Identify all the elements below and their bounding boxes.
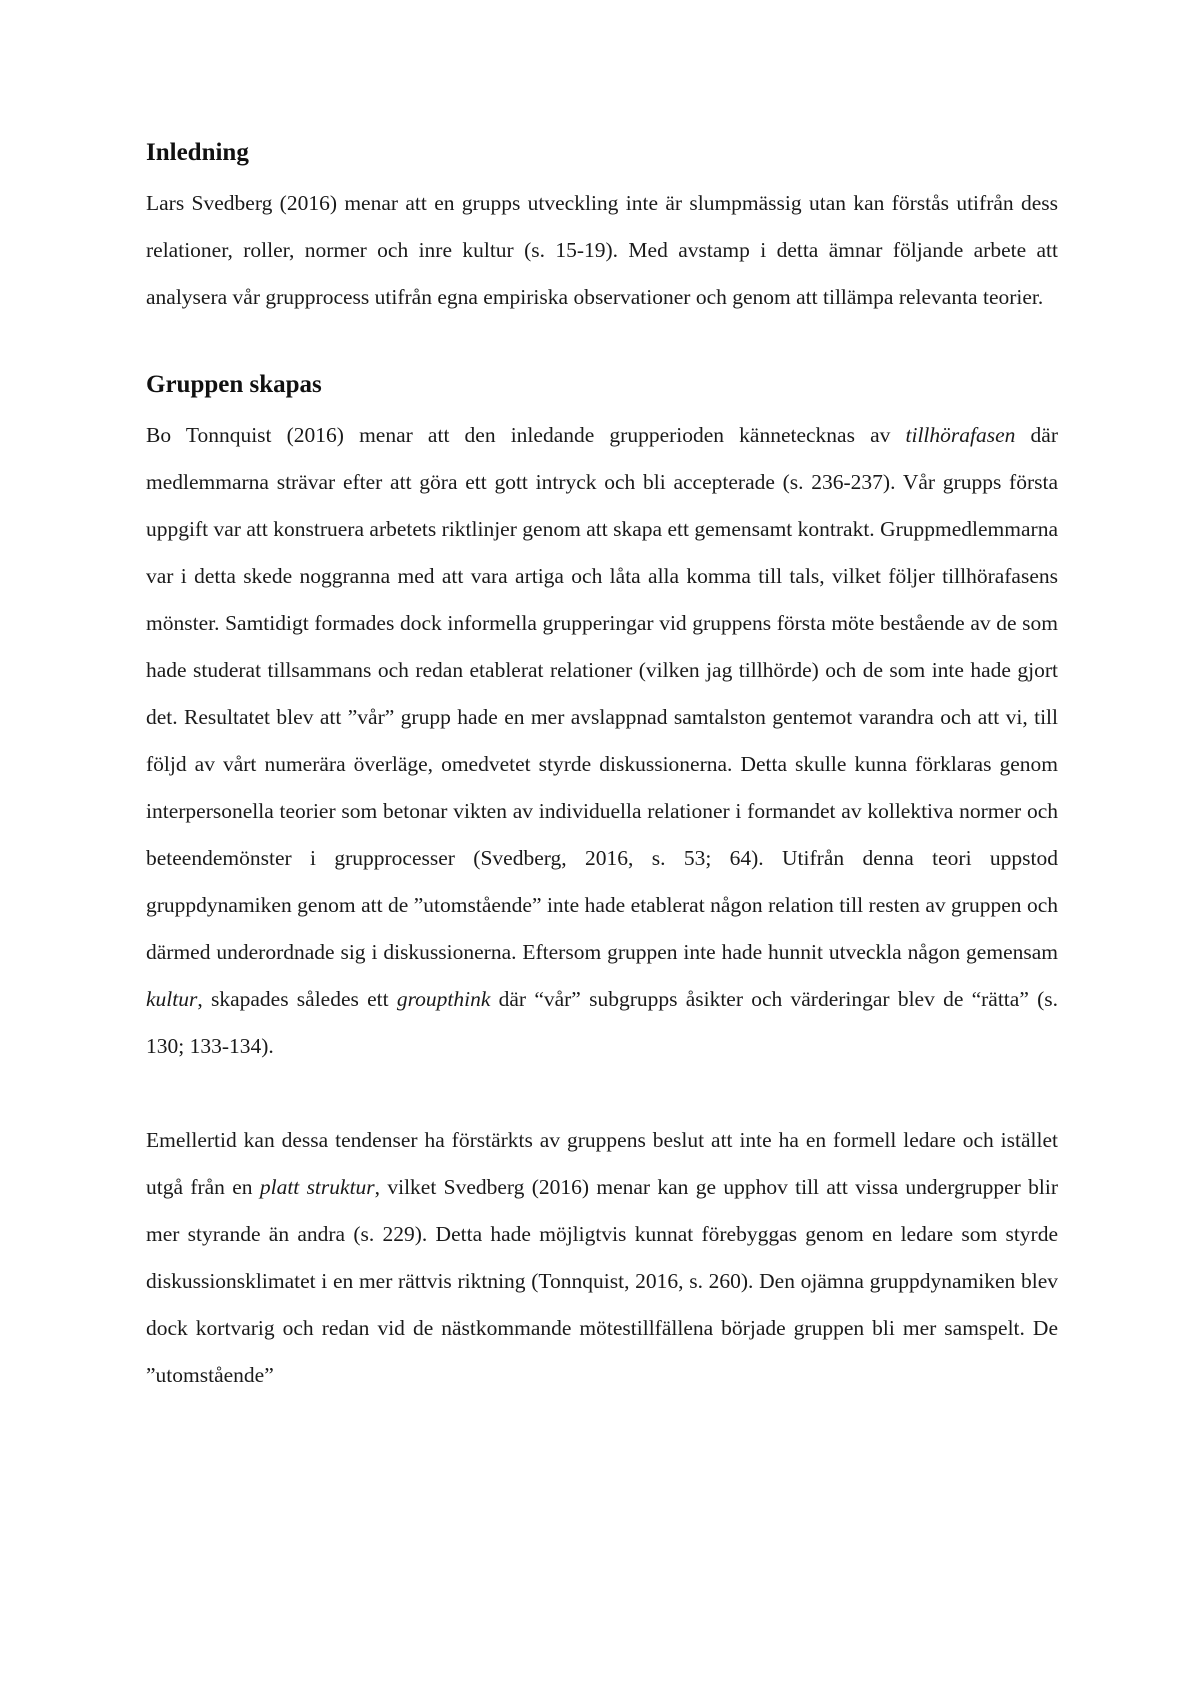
paragraph-gruppen-skapas-2 [146,1117,1058,1399]
paragraph-spacer [146,1070,1058,1117]
text-segment: där medlemmarna strävar efter att göra ett gott intryck och bli accepterade (s. 236-237). Vår grupps första uppgift var att konstruera arbetets riktlinjer genom att skapa ett gemensamt kontrakt. Gruppmedlemmarna var i detta skede noggranna med att vara artiga och låta alla komma till tals, vilket följer tillhörafasens mönster. Samtidigt formades dock informella grupperingar vid gruppens första möte bestående av de som hade studerat tillsammans och redan etablerat relationer (vilken jag tillhörde) och de som inte hade gjort det. Resultatet blev att ”vår” grupp hade en mer avslappnad samtalston gentemot varandra och att vi, till följd av vårt numerära överläge, omedvetet styrde diskussionerna. Detta skulle kunna förklaras genom interpersonella teorier som betonar vikten av individuella relationer i formandet av kollektiva normer och beteendemönster i grupprocesser (Svedberg, 2016, s. 53; 64). Utifrån denna teori uppstod gruppdynamiken genom att de ”utomstående” inte hade etablerat någon relation till resten av gruppen och därmed underordnade sig i diskussionerna. Eftersom gruppen inte hade hunnit utveckla någon gemensam [146,423,1058,964]
heading-gruppen-skapas: Gruppen skapas [146,371,322,398]
text-segment: Lars Svedberg (2016) menar att en grupps utveckling inte är slumpmässig utan kan förstås utifrån dess relationer, roller, normer och inre kultur (s. 15-19). Med avstamp i detta ämnar följande arbete att analysera vår grupprocess utifrån egna empiriska observationer och genom att tillämpa relevanta teorier. [146,191,1058,309]
text-segment: där “vår” subgrupps åsikter och värderingar blev de “rätta” (s. 130; 133-134). [146,987,1058,1058]
text-segment: , vilket Svedberg (2016) menar kan ge upphov till att vissa undergrupper blir mer styrande än andra (s. 229). Detta hade möjligtvis kunnat förebyggas genom en ledare som styrde diskussionsklimatet i en mer rättvis riktning (Tonnquist, 2016, s. 260). Den ojämna gruppdynamiken blev dock kortvarig och redan vid de nästkommande mötestillfällena började gruppen bli mer samspelt. De ”utomstående” [146,1175,1059,1387]
heading-inledning: Inledning [146,139,249,166]
text-segment: , skapades således ett [197,987,397,1011]
italic-term: platt struktur [259,1175,375,1199]
text-segment: Bo Tonnquist (2016) menar att den inledande grupperioden kännetecknas av [146,423,906,447]
paragraph-inledning [146,180,1058,321]
paragraph-gruppen-skapas-1 [146,412,1058,1070]
italic-term: tillhörafasen [905,423,1016,447]
italic-term: groupthink [396,987,491,1011]
italic-term: kultur [146,987,198,1011]
text-segment: Emellertid kan dessa tendenser ha förstärkts av gruppens beslut att inte ha en formell ledare och istället utgå från en [146,1128,1058,1199]
document-page [146,138,1058,1399]
